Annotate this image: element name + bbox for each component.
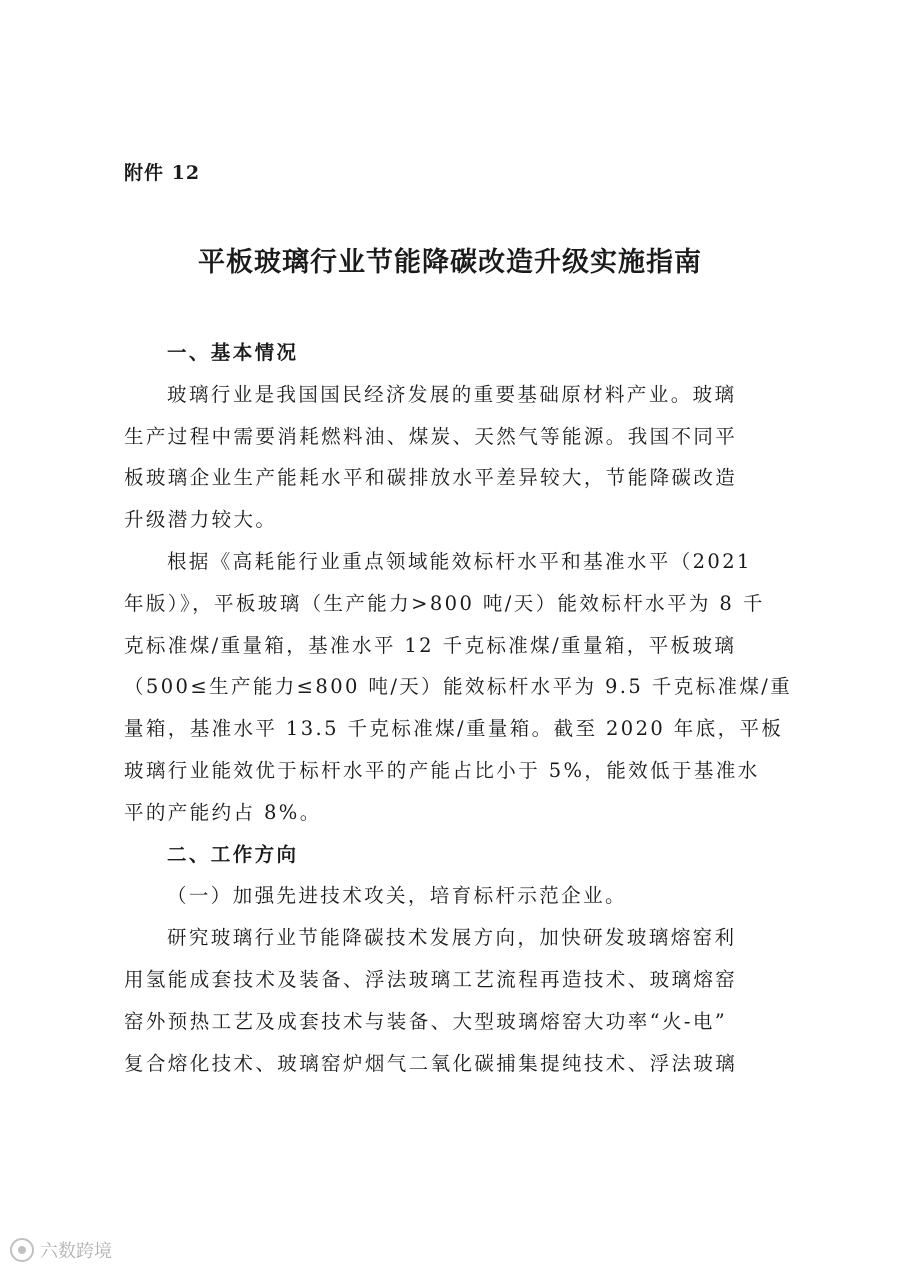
text-line: 玻璃行业能效优于标杆水平的产能占比小于 5%，能效低于基准水 <box>124 758 760 782</box>
section-2-paragraph-1 <box>124 917 782 1084</box>
section-1-paragraph-1 <box>124 374 782 541</box>
section-1-heading: 一、基本情况 <box>167 341 299 364</box>
section-1-paragraph-2 <box>124 541 793 834</box>
text-line: 平的产能约占 8%。 <box>124 800 322 824</box>
text-line: 根据《高耗能行业重点领域能效标杆水平和基准水平（2021 <box>167 549 752 573</box>
text-line: 用氢能成套技术及装备、浮法玻璃工艺流程再造技术、玻璃熔窑 <box>124 967 738 991</box>
document-title: 平板玻璃行业节能降碳改造升级实施指南 <box>198 247 702 278</box>
section-2-heading: 二、工作方向 <box>167 842 299 866</box>
text-line: 克标准煤/重量箱，基准水平 12 千克标准煤/重量箱，平板玻璃 <box>124 633 737 657</box>
text-line: （500≤生产能力≤800 吨/天）能效标杆水平为 9.5 千克标准煤/重 <box>124 675 793 699</box>
attachment-label: 附件 12 <box>124 162 201 184</box>
text-line: 量箱，基准水平 13.5 千克标准煤/重量箱。截至 2020 年底，平板 <box>124 717 784 741</box>
watermark-text: 六数跨境 <box>40 1241 112 1262</box>
text-line: 年版）》，平板玻璃（生产能力>800 吨/天）能效标杆水平为 8 千 <box>124 591 765 615</box>
document-body <box>124 332 793 1084</box>
text-line: 玻璃行业是我国国民经济发展的重要基础原材料产业。玻璃 <box>167 382 737 406</box>
text-line: 生产过程中需要消耗燃料油、煤炭、天然气等能源。我国不同平 <box>124 424 738 448</box>
section-2-subheading-1: （一）加强先进技术攻关，培育标杆示范企业。 <box>167 884 627 908</box>
text-line: 板玻璃企业生产能耗水平和碳排放水平差异较大，节能降碳改造 <box>124 466 738 490</box>
text-line: 窑外预热工艺及成套技术与装备、大型玻璃熔窑大功率“火-电” <box>124 1009 728 1033</box>
text-line: 复合熔化技术、玻璃窑炉烟气二氧化碳捕集提纯技术、浮法玻璃 <box>124 1051 738 1075</box>
text-line: 研究玻璃行业节能降碳技术发展方向，加快研发玻璃熔窑利 <box>167 926 737 950</box>
watermark <box>10 1237 112 1263</box>
text-line: 升级潜力较大。 <box>124 508 278 532</box>
brand-logo-icon <box>10 1238 34 1262</box>
